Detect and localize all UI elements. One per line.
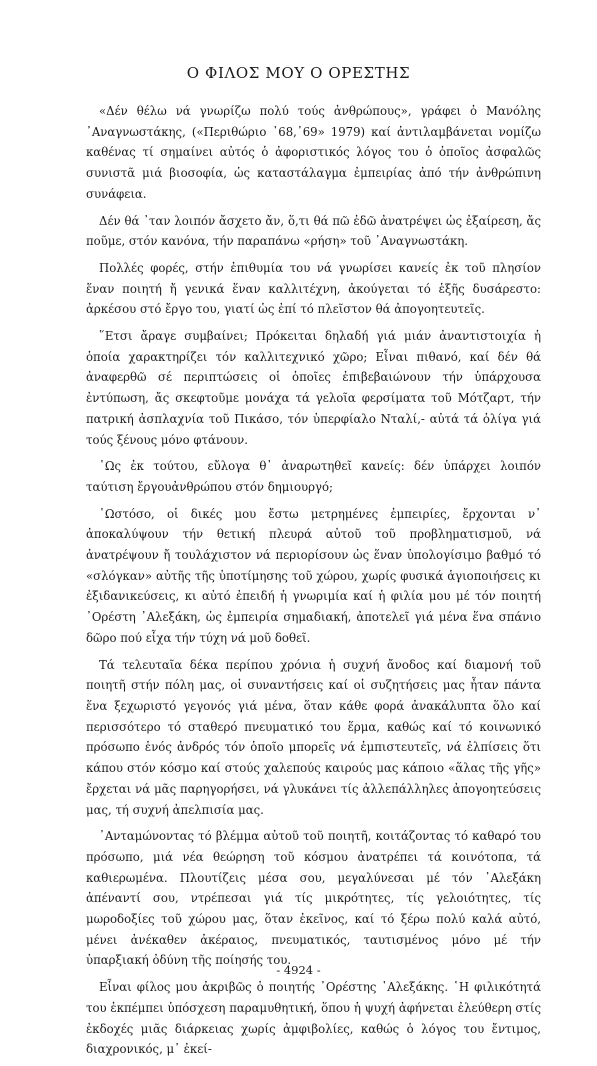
paragraph: «Δέν θέλω νά γνωρίζω πολύ τούς ἀνθρώπους», γράφει ὁ Μανόλης ᾿Αναγνωστάκης, («Περιθώριο ᾿68,᾿69» 1979) καί ἀντιλαμβάνεται νομίζω καθένας τί σημαίνει αὐτός ὁ ἀφοριστικός λόγος του ὁ ὁποῖος ἀσφαλῶς συνιστᾶ μιά βιοσοφία, ὡς καταστάλαγμα ἐμπειρίας ἀπό τήν ἀνθρώπινη συνάφεια.: [86, 104, 541, 201]
paragraph: Δέν θά ᾿ταν λοιπόν ἄσχετο ἄν, ὅ,τι θά πῶ ἐδῶ ἀνατρέψει ὡς ἐξαίρεση, ἄς ποῦμε, στόν κανόνα, τήν παραπάνω «ρήση» τοῦ ᾿Αναγνωστάκη.: [86, 213, 541, 249]
paragraph: Τά τελευταῖα δέκα περίπου χρόνια ἡ συχνή ἄνοδος καί διαμονή τοῦ ποιητῆ στήν πόλη μας, οἱ συναντήσεις καί οἱ συζητήσεις μας ἦταν πάντα ἕνα ξεχωριστό γεγονός γιά μένα, ὅταν κάθε φορά ἀνακάλυπτα ὅλο καί περισσότερο τό σταθερό πνευματικό του ἕρμα, καθώς καί τό κοινωνικό πρόσωπο ἑνός ἀνδρός τόν ὁποῖο μπορεῖς νά ἐμπιστευτεῖς, νά ἐλπίσεις ὅτι κάπου στόν κόσμο καί στούς χαλεπούς καιρούς μας κάποιο «ἅλας τῆς γῆς» ἔρχεται νά μᾶς παρηγορήσει, νά γλυκάνει τίς ἀλλεπάλληλες ἀπογοητεύσεις μας, τή συχνή ἀπελπισία μας.: [86, 657, 541, 817]
paragraph: Εἶναι φίλος μου ἀκριβῶς ὁ ποιητής ᾿Ορέστης ᾿Αλεξάκης. ῾Η φιλικότητά του ἐκπέμπει ὑπόσχεση παραμυθητική, ὅπου ἡ ψυχή ἀφήνεται ἐλεύθερη στίς ἐκδοχές μιᾶς διάρκειας χωρίς ἀμφιβολίες, καθώς ὁ λόγος του ἔντιμος, διαχρονικός, μ᾿ ἐκεί-: [86, 980, 541, 1057]
paragraph: ᾿Ανταμώνοντας τό βλέμμα αὐτοῦ τοῦ ποιητῆ, κοιτάζοντας τό καθαρό του πρόσωπο, μιά νέα θεώρηση τοῦ κόσμου ἀνατρέπει τά κοινότοπα, τά καθιερωμένα. Πλουτίζεις μέσα σου, μεγαλύνεσαι μέ τόν ᾿Αλεξάκη ἀπέναντί σου, ντρέπεσαι γιά τίς μικρότητες, τίς γελοιότητες, τίς μωροδοξίες τοῦ χώρου μας, ὅταν ἐκεῖνος, καί τό ξέρω πολύ καλά αὐτό, μένει ἀνέκαθεν ἀκέραιος, πνευματικός, ταυτισμένος μόνο μέ τήν ὑπαρξιακή ὀδύνη τῆς ποίησής του.: [86, 829, 541, 968]
page-number: - 4924 -: [276, 963, 321, 977]
page-title: Ο ΦΙΛΟΣ ΜΟΥ Ο ΟΡΕΣΤΗΣ: [186, 64, 411, 82]
paragraph: ῾Ωστόσο, οἱ δικές μου ἔστω μετρημένες ἐμπειρίες, ἔρχονται ν᾿ ἀποκαλύψουν τήν θετική πλευρά αὐτοῦ τοῦ προβληματισμοῦ, νά ἀνατρέψουν ἤ τουλάχιστον νά περιορίσουν ὡς ἕναν ὑπολογίσιμο βαθμό τό «σλόγκαν» αὐτῆς τῆς ὑποτίμησης τοῦ χώρου, χωρίς φυσικά ἁγιοποιήσεις κι ἐξιδανικεύσεις, κι αὐτό ἐπειδή ἡ γνωριμία καί ἡ φιλία μου μέ τόν ποιητή ᾿Ορέστη ᾿Αλεξάκη, ὡς ἐμπειρία σημαδιακή, ἀποτελεῖ γιά μένα ἕνα σπάνιο δῶρο πού εἶχα τήν τύχη νά μοῦ δοθεῖ.: [86, 506, 541, 645]
paragraph: Πολλές φορές, στήν ἐπιθυμία του νά γνωρίσει κανείς ἐκ τοῦ πλησίον ἕναν ποιητή ἤ γενικά ἕναν καλλιτέχνη, ἀκούγεται τό ἑξῆς δυσάρεστο: ἀρκέσου στό ἔργο του, γιατί ὡς ἐπί τό πλεῖστον θά ἀπογοητευτεῖς.: [86, 260, 541, 317]
body-text: [86, 101, 541, 1066]
paragraph: ῞Ετσι ἄραγε συμβαίνει; Πρόκειται δηλαδή γιά μιάν ἀναντιστοιχία ἡ ὁποία χαρακτηρίζει τόν καλλιτεχνικό χῶρο; Εἶναι πιθανό, καί δέν θά ἀναφερθῶ σέ περιπτώσεις οἱ ὁποῖες ἐπιβεβαιώνουν τήν ὑπάρχουσα ἐντύπωση, ἄς σκεφτοῦμε μονάχα τά γελοῖα φερσίματα τοῦ Μότζαρτ, τήν πατρική ἀσπλαχνία τοῦ Πικάσο, τόν ὑπερφίαλο Νταλί,- αὐτά τά ὀλίγα γιά τούς ξένους μόνο φτάνουν.: [86, 329, 541, 447]
paragraph: ῾Ως ἐκ τούτου, εὔλογα θ᾿ ἀναρωτηθεῖ κανείς: δέν ὑπάρχει λοιπόν ταύτιση ἔργουἀνθρώπου στόν δημιουργό;: [86, 459, 541, 494]
